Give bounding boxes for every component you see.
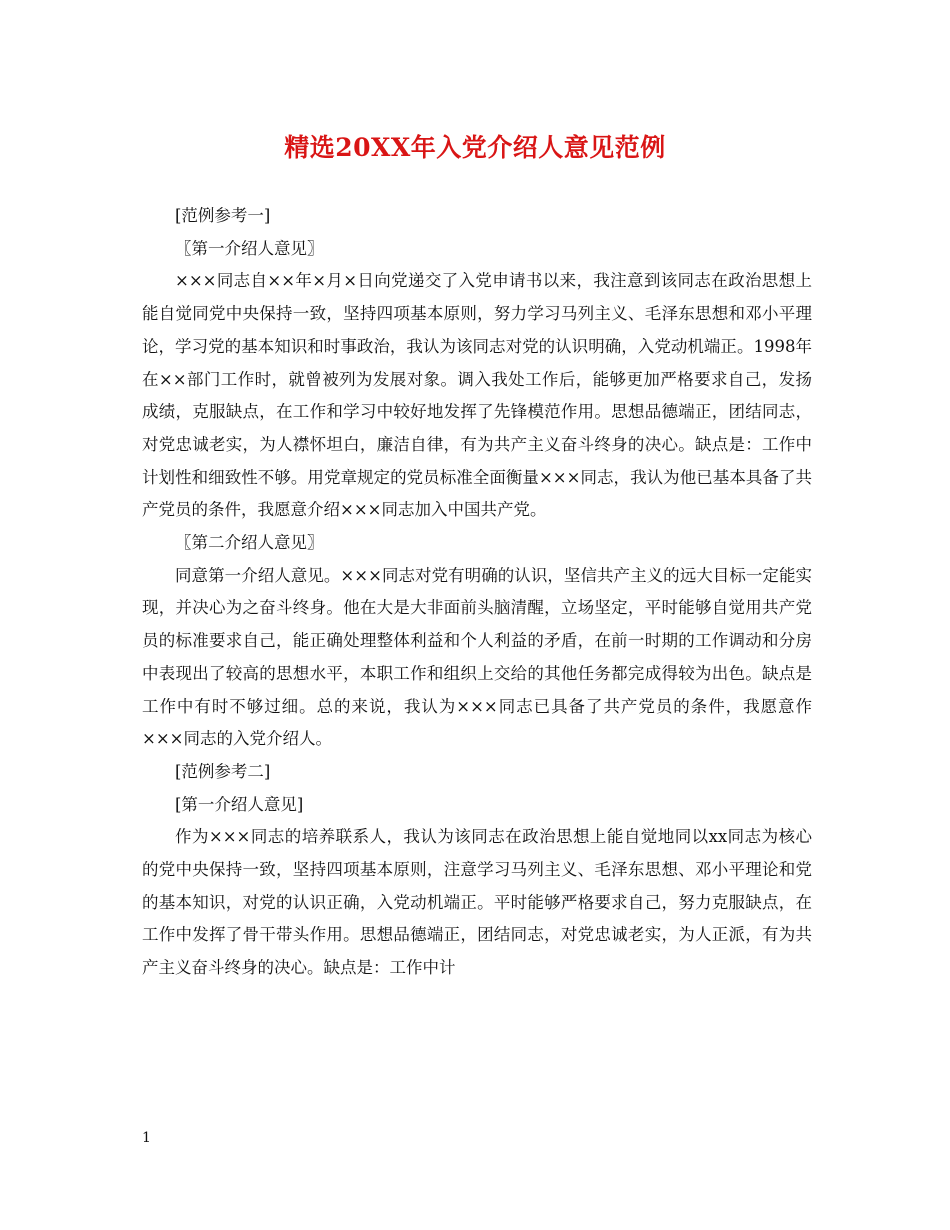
document-body (142, 200, 812, 985)
paragraph-first-introducer-opinion-two: 作为×××同志的培养联系人，我认为该同志在政治思想上能自觉地同以xx同志为核心的党中央保持一致，坚持四项基本原则，注意学习马列主义、毛泽东思想、邓小平理论和党的基本知识，对党的认识正确，入党动机端正。平时能够严格要求自己，努力克服缺点，在工作中发挥了骨干带头作用。思想品德端正，团结同志，对党忠诚老实，为人正派，有为共产主义奋斗终身的决心。缺点是：工作中计 (142, 827, 812, 978)
document-title: 精选20XX年入党介绍人意见范例 (284, 133, 666, 162)
subheading-first-introducer-two: [第一介绍人意见] (175, 794, 304, 814)
section-heading-example-one: [范例参考一] (175, 206, 271, 225)
subheading-second-introducer: 〖第二介绍人意见〗 (175, 533, 324, 553)
subheading-first-introducer: 〖第一介绍人意见〗 (175, 238, 324, 258)
section-heading-example-two: [范例参考二] (175, 761, 271, 781)
page-number: 1 (142, 1130, 151, 1146)
paragraph-first-introducer-opinion: ×××同志自××年×月×日向党递交了入党申请书以来，我注意到该同志在政治思想上能自觉同党中央保持一致，坚持四项基本原则，努力学习马列主义、毛泽东思想和邓小平理论，学习党的基本知识和时事政治，我认为该同志对党的认识明确，入党动机端正。1998年在××部门工作时，就曾被列为发展对象。调入我处工作后，能够更加严格要求自己，发扬成绩，克服缺点，在工作和学习中较好地发挥了先锋模范作用。思想品德端正，团结同志，对党忠诚老实，为人襟怀坦白，廉洁自律，有为共产主义奋斗终身的决心。缺点是：工作中计划性和细致性不够。用党章规定的党员标准全面衡量×××同志，我认为他已基本具备了共产党员的条件，我愿意介绍×××同志加入中国共产党。 (142, 271, 812, 520)
paragraph-second-introducer-opinion: 同意第一介绍人意见。×××同志对党有明确的认识，坚信共产主义的远大目标一定能实现，并决心为之奋斗终身。他在大是大非面前头脑清醒，立场坚定，平时能够自觉用共产党员的标准要求自己，能正确处理整体利益和个人利益的矛盾，在前一时期的工作调动和分房中表现出了较高的思想水平，本职工作和组织上交给的其他任务都完成得较为出色。缺点是工作中有时不够过细。总的来说，我认为×××同志已具备了共产党员的条件，我愿意作×××同志的入党介绍人。 (142, 565, 812, 749)
